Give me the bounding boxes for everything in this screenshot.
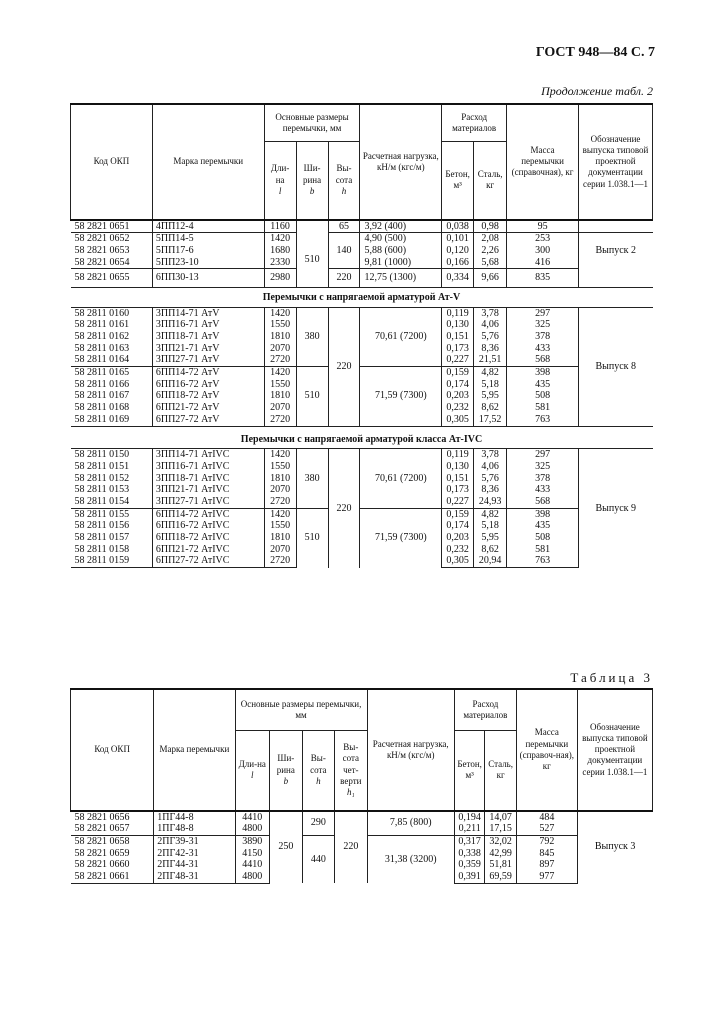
table-cell: 2330 bbox=[264, 257, 296, 269]
table-cell: 484 bbox=[516, 811, 577, 824]
table-cell: 58 2811 0165 bbox=[71, 367, 153, 379]
table-cell: 0,359 bbox=[454, 859, 484, 871]
table-cell: 5,88 (600) bbox=[360, 245, 442, 257]
table-cell: 5,18 bbox=[474, 379, 507, 391]
table-row bbox=[71, 269, 653, 288]
table-cell: 0,391 bbox=[454, 871, 484, 883]
shared-height: 220 bbox=[328, 449, 360, 568]
header-concrete: Бетон, м³ bbox=[454, 731, 484, 811]
shared-width: 510 bbox=[296, 508, 328, 567]
table-cell: 977 bbox=[516, 871, 577, 883]
table-cell: 2ПГ44-31 bbox=[154, 859, 235, 871]
shared-load: 70,61 (7200) bbox=[360, 449, 442, 508]
table-cell: 845 bbox=[516, 848, 577, 860]
table-cell: 3ПП27-71 АтV bbox=[152, 354, 264, 366]
table-cell: 4410 bbox=[235, 859, 270, 871]
table-cell: 58 2811 0158 bbox=[74, 543, 130, 555]
table-cell: 0,159 bbox=[442, 508, 474, 520]
table-cell: 3ПП16-71 АтIVC bbox=[152, 461, 264, 473]
table-cell: 58 2821 0654 bbox=[74, 256, 130, 268]
header-length: Дли-на l bbox=[235, 731, 270, 811]
table-cell: 1420 bbox=[264, 367, 296, 379]
table-cell: 1ПГ48-8 bbox=[154, 823, 235, 835]
table-cell: 435 bbox=[507, 520, 579, 532]
table-3 bbox=[70, 688, 653, 884]
table-cell: 4,06 bbox=[474, 461, 507, 473]
table-cell: 0,203 bbox=[442, 390, 474, 402]
table-2-header bbox=[71, 104, 653, 220]
table-cell: 220 bbox=[328, 269, 360, 288]
table-cell: 0,130 bbox=[442, 319, 474, 331]
header-code: Код ОКП bbox=[71, 104, 153, 220]
table-cell: 378 bbox=[507, 473, 579, 485]
table-cell: 1550 bbox=[264, 461, 296, 473]
table-cell: 32,02 bbox=[485, 835, 516, 847]
header-mass: Масса перемычки (справочная), кг bbox=[507, 104, 579, 220]
table-cell: 3ПП21-71 АтIVC bbox=[152, 484, 264, 496]
table-cell: 0,334 bbox=[442, 269, 474, 288]
table-cell: 5,76 bbox=[474, 473, 507, 485]
table-cell: 6ПП18-72 АтIVC bbox=[152, 532, 264, 544]
table-cell: 58 2811 0155 bbox=[71, 508, 153, 520]
table-cell: 58 2821 0661 bbox=[71, 871, 154, 883]
table-cell: 1810 bbox=[264, 532, 296, 544]
table-cell: 58 2811 0151 bbox=[74, 460, 130, 472]
table-cell: 2980 bbox=[264, 269, 296, 288]
table-cell: 0,166 bbox=[442, 257, 474, 269]
table-cell: 3,92 (400) bbox=[360, 220, 442, 233]
table-cell: 1420 bbox=[264, 233, 296, 245]
header-concrete: Бетон, м³ bbox=[442, 142, 474, 220]
table-cell: 58 2821 0660 bbox=[74, 859, 130, 871]
section-heading: Перемычки с напрягаемой арматурой класса Ат-IVC bbox=[71, 426, 653, 449]
shared-load: 70,61 (7200) bbox=[360, 307, 442, 366]
table-cell: 1420 bbox=[264, 508, 296, 520]
table-cell: 0,305 bbox=[442, 555, 474, 567]
table-cell: 3ПП18-71 АтV bbox=[152, 331, 264, 343]
table-cell: 6ПП21-72 АтIVC bbox=[152, 544, 264, 556]
table-row bbox=[71, 257, 653, 269]
table-cell: 69,59 bbox=[485, 871, 516, 883]
table-cell: 6ПП21-72 АтV bbox=[152, 402, 264, 414]
table-cell: 6ПП16-72 АтV bbox=[152, 379, 264, 391]
table-cell: 300 bbox=[507, 245, 579, 257]
table-cell: 325 bbox=[507, 319, 579, 331]
table-cell: 1550 bbox=[264, 379, 296, 391]
table-cell: 9,81 (1000) bbox=[360, 257, 442, 269]
table-cell: 58 2811 0153 bbox=[74, 484, 130, 496]
table-cell: 65 bbox=[328, 220, 360, 233]
table-row bbox=[71, 220, 653, 233]
table-cell: 3890 bbox=[235, 835, 270, 847]
table-cell: 58 2821 0653 bbox=[74, 244, 130, 256]
header-height: Вы-сота h bbox=[328, 142, 360, 220]
table-cell: 5,76 bbox=[474, 331, 507, 343]
table-cell: 58 2811 0163 bbox=[74, 342, 130, 354]
table-row bbox=[71, 508, 653, 520]
table-cell: 4ПП12-4 bbox=[152, 220, 264, 233]
table-cell: 2070 bbox=[264, 343, 296, 355]
header-dimensions: Основные размеры перемычки, мм bbox=[235, 689, 367, 731]
table-cell bbox=[579, 220, 653, 233]
table-cell: 0,211 bbox=[454, 823, 484, 835]
table-cell: 2ПГ39-31 bbox=[154, 835, 235, 847]
table-cell: 792 bbox=[516, 835, 577, 847]
table-cell: 58 2811 0160 bbox=[71, 307, 153, 319]
issue-label: Выпуск 8 bbox=[579, 307, 653, 426]
shared-height: 290 bbox=[302, 811, 335, 836]
table-3-header bbox=[71, 689, 653, 811]
table-cell: 527 bbox=[516, 823, 577, 835]
table-cell: 4800 bbox=[235, 871, 270, 883]
header-quarter-height: Вы-сота чет-верти h₁ bbox=[335, 731, 368, 811]
header-dimensions: Основные размеры перемычки, мм bbox=[264, 104, 360, 142]
header-materials: Расход материалов bbox=[454, 689, 516, 731]
shared-height: 220 bbox=[328, 307, 360, 426]
table-cell: 2ПГ42-31 bbox=[154, 848, 235, 860]
table-cell: 416 bbox=[507, 257, 579, 269]
table-cell: 0,101 bbox=[442, 233, 474, 245]
table-cell: 2070 bbox=[264, 402, 296, 414]
table-cell: 5,68 bbox=[474, 257, 507, 269]
table-cell: 2070 bbox=[264, 484, 296, 496]
table-cell: 2070 bbox=[264, 544, 296, 556]
shared-load: 31,38 (3200) bbox=[367, 835, 454, 883]
table-cell: 2720 bbox=[264, 496, 296, 508]
shared-width: 250 bbox=[270, 811, 303, 884]
header-load: Расчетная нагрузка, кН/м (кгс/м) bbox=[367, 689, 454, 811]
table-cell: 835 bbox=[507, 269, 579, 288]
table-cell: 297 bbox=[507, 307, 579, 319]
header-width: Ши-рина b bbox=[270, 731, 303, 811]
shared-width: 380 bbox=[296, 449, 328, 508]
table-cell: 3ПП18-71 АтIVC bbox=[152, 473, 264, 485]
table-cell: 4410 bbox=[235, 811, 270, 824]
table-cell: 21,51 bbox=[474, 354, 507, 366]
table-cell: 0,227 bbox=[442, 496, 474, 508]
header-materials: Расход материалов bbox=[442, 104, 507, 142]
section-heading-row bbox=[71, 426, 653, 449]
table-cell: 378 bbox=[507, 331, 579, 343]
table-cell: 58 2811 0161 bbox=[74, 319, 130, 331]
table-cell: 58 2821 0657 bbox=[74, 823, 130, 835]
table-cell: 58 2811 0162 bbox=[74, 331, 130, 342]
table-cell: 0,338 bbox=[454, 848, 484, 860]
section-heading-row bbox=[71, 287, 653, 307]
shared-height: 140 bbox=[328, 233, 360, 269]
issue-label: Выпуск 9 bbox=[579, 449, 653, 568]
table-cell: 435 bbox=[507, 379, 579, 391]
table-cell: 0,120 bbox=[442, 245, 474, 257]
table-cell: 58 2811 0164 bbox=[74, 354, 130, 366]
table-cell: 58 2811 0154 bbox=[74, 495, 130, 507]
table-cell: 0,317 bbox=[454, 835, 484, 847]
header-issue: Обозначение выпуска типовой проектной документации серии 1.038.1—1 bbox=[577, 689, 652, 811]
table-cell: 433 bbox=[507, 484, 579, 496]
table-cell: 581 bbox=[507, 402, 579, 414]
shared-load: 71,59 (7300) bbox=[360, 367, 442, 426]
table-cell: 3ПП21-71 АтV bbox=[152, 343, 264, 355]
table-cell: 58 2821 0655 bbox=[71, 269, 153, 288]
table-cell: 0,232 bbox=[442, 402, 474, 414]
table-cell: 4,82 bbox=[474, 508, 507, 520]
table-cell: 325 bbox=[507, 461, 579, 473]
table-cell: 8,62 bbox=[474, 544, 507, 556]
issue-label: Выпуск 3 bbox=[577, 811, 652, 884]
table-cell: 2,26 bbox=[474, 245, 507, 257]
table-cell: 4,06 bbox=[474, 319, 507, 331]
table-cell: 58 2811 0169 bbox=[74, 413, 130, 425]
header-steel: Сталь, кг bbox=[485, 731, 516, 811]
table-cell: 0,173 bbox=[442, 343, 474, 355]
table-cell bbox=[579, 269, 653, 288]
table-cell: 0,119 bbox=[442, 307, 474, 319]
table-cell: 2ПГ48-31 bbox=[154, 871, 235, 883]
table-3-title: Таблица 3 bbox=[570, 670, 653, 685]
table-cell: 17,15 bbox=[485, 823, 516, 835]
shared-quarter-height: 220 bbox=[335, 811, 368, 884]
table-cell: 0,203 bbox=[442, 532, 474, 544]
table-cell: 0,130 bbox=[442, 461, 474, 473]
table-cell: 58 2821 0659 bbox=[74, 847, 130, 859]
table-cell: 58 2811 0150 bbox=[71, 449, 153, 461]
table-cell: 58 2811 0156 bbox=[74, 520, 130, 532]
table-cell: 2720 bbox=[264, 354, 296, 366]
table-cell: 0,174 bbox=[442, 379, 474, 391]
header-height: Вы-сота h bbox=[302, 731, 335, 811]
table-cell: 0,151 bbox=[442, 473, 474, 485]
table-cell: 58 2811 0167 bbox=[74, 390, 130, 402]
table-cell: 763 bbox=[507, 555, 579, 567]
table-cell: 508 bbox=[507, 532, 579, 544]
table-row bbox=[71, 307, 653, 319]
table-cell: 398 bbox=[507, 367, 579, 379]
table-cell: 763 bbox=[507, 414, 579, 426]
table-cell: 95 bbox=[507, 220, 579, 233]
shared-width: 510 bbox=[296, 367, 328, 426]
table-cell: 20,94 bbox=[474, 555, 507, 567]
table-cell: 3ПП16-71 АтV bbox=[152, 319, 264, 331]
table-cell: 58 2811 0157 bbox=[74, 532, 130, 543]
table-cell: 568 bbox=[507, 496, 579, 508]
table-cell: 58 2821 0656 bbox=[71, 811, 154, 824]
table-cell: 1550 bbox=[264, 520, 296, 532]
header-code: Код ОКП bbox=[71, 689, 154, 811]
table-cell: 253 bbox=[507, 233, 579, 245]
header-steel: Сталь, кг bbox=[474, 142, 507, 220]
table-cell: 5ПП17-6 bbox=[152, 245, 264, 257]
header-mass: Масса перемычки (справоч-ная), кг bbox=[516, 689, 577, 811]
table-cell: 897 bbox=[516, 859, 577, 871]
table-cell: 5,18 bbox=[474, 520, 507, 532]
table-cell: 4,90 (500) bbox=[360, 233, 442, 245]
table-cell: 1420 bbox=[264, 449, 296, 461]
table-cell: 4150 bbox=[235, 848, 270, 860]
table-cell: 58 2821 0658 bbox=[71, 835, 154, 847]
page-header: ГОСТ 948—84 С. 7 bbox=[535, 45, 655, 60]
table-cell: 297 bbox=[507, 449, 579, 461]
table-cell: 6ПП30-13 bbox=[152, 269, 264, 288]
table-3-body bbox=[71, 811, 653, 884]
table-cell: 0,038 bbox=[442, 220, 474, 233]
shared-width: 510 bbox=[296, 233, 328, 288]
header-mark: Марка перемычки bbox=[152, 104, 264, 220]
table-cell: 4,82 bbox=[474, 367, 507, 379]
shared-load: 7,85 (800) bbox=[367, 811, 454, 836]
table-cell: 2720 bbox=[264, 414, 296, 426]
table-2-body bbox=[71, 220, 653, 568]
table-cell: 3,78 bbox=[474, 307, 507, 319]
table-row bbox=[71, 811, 653, 824]
table-cell: 0,305 bbox=[442, 414, 474, 426]
table-cell: 0,151 bbox=[442, 331, 474, 343]
table-cell: 508 bbox=[507, 390, 579, 402]
table-cell: 0,227 bbox=[442, 354, 474, 366]
table-cell: 6ПП14-72 АтIVC bbox=[152, 508, 264, 520]
table-cell: 2720 bbox=[264, 555, 296, 567]
section-heading: Перемычки с напрягаемой арматурой Ат-V bbox=[71, 287, 653, 307]
table-cell: 581 bbox=[507, 544, 579, 556]
table-row bbox=[71, 449, 653, 461]
table-2 bbox=[70, 103, 653, 568]
table-cell: 8,62 bbox=[474, 402, 507, 414]
table-cell: 568 bbox=[507, 354, 579, 366]
table-cell: 58 2811 0159 bbox=[71, 555, 153, 567]
table-cell: 0,232 bbox=[442, 544, 474, 556]
table-cell: 0,119 bbox=[442, 449, 474, 461]
table-cell: 1810 bbox=[264, 331, 296, 343]
table-cell: 58 2821 0652 bbox=[71, 233, 153, 245]
table-cell: 1810 bbox=[264, 473, 296, 485]
table-cell: 433 bbox=[507, 343, 579, 355]
issue-label: Выпуск 2 bbox=[579, 233, 653, 269]
table-cell: 17,52 bbox=[474, 414, 507, 426]
table-cell: 2,08 bbox=[474, 233, 507, 245]
table-cell: 14,07 bbox=[485, 811, 516, 824]
table-cell: 8,36 bbox=[474, 343, 507, 355]
table-row bbox=[71, 245, 653, 257]
shared-height: 440 bbox=[302, 835, 335, 883]
table-cell: 3ПП27-71 АтIVC bbox=[152, 496, 264, 508]
table-row bbox=[71, 233, 653, 245]
table-cell: 6ПП14-72 АтV bbox=[152, 367, 264, 379]
table-cell: 1550 bbox=[264, 319, 296, 331]
table-cell: 58 2821 0651 bbox=[71, 220, 153, 233]
table-cell: 1810 bbox=[264, 390, 296, 402]
table-cell: 42,99 bbox=[485, 848, 516, 860]
table-continuation-caption: Продолжение табл. 2 bbox=[541, 84, 653, 98]
table-row bbox=[71, 367, 653, 379]
table-cell: 398 bbox=[507, 508, 579, 520]
table-cell: 1420 bbox=[264, 307, 296, 319]
table-cell: 6ПП16-72 АтIVC bbox=[152, 520, 264, 532]
header-load: Расчетная нагрузка, кН/м (кгс/м) bbox=[360, 104, 442, 220]
header-mark: Марка перемычки bbox=[154, 689, 235, 811]
table-cell: 58 2811 0166 bbox=[74, 378, 130, 390]
header-issue: Обозначение выпуска типовой проектной документации серии 1.038.1—1 bbox=[579, 104, 653, 220]
table-cell: 9,66 bbox=[474, 269, 507, 288]
table-cell: 51,81 bbox=[485, 859, 516, 871]
table-cell: 0,174 bbox=[442, 520, 474, 532]
shared-load: 71,59 (7300) bbox=[360, 508, 442, 567]
table-cell: 1ПГ44-8 bbox=[154, 811, 235, 824]
table-cell: 5,95 bbox=[474, 532, 507, 544]
table-cell: 1680 bbox=[264, 245, 296, 257]
table-cell: 3,78 bbox=[474, 449, 507, 461]
table-cell: 0,194 bbox=[454, 811, 484, 824]
table-cell: 6ПП27-72 АтV bbox=[152, 414, 264, 426]
table-cell: 58 2811 0152 bbox=[74, 472, 130, 484]
shared-width: 380 bbox=[296, 307, 328, 366]
table-cell: 3ПП14-71 АтV bbox=[152, 307, 264, 319]
header-length: Дли-на l bbox=[264, 142, 296, 220]
table-cell: 0,173 bbox=[442, 484, 474, 496]
header-width: Ши-рина b bbox=[296, 142, 328, 220]
table-cell: 8,36 bbox=[474, 484, 507, 496]
table-cell: 0,98 bbox=[474, 220, 507, 233]
table-cell: 5ПП23-10 bbox=[152, 257, 264, 269]
table-cell: 5,95 bbox=[474, 390, 507, 402]
table-cell: 4800 bbox=[235, 823, 270, 835]
table-cell: 12,75 (1300) bbox=[360, 269, 442, 288]
table-cell: 24,93 bbox=[474, 496, 507, 508]
table-cell: 0,159 bbox=[442, 367, 474, 379]
table-cell: 58 2811 0168 bbox=[74, 402, 130, 414]
table-cell: 3ПП14-71 АтIVC bbox=[152, 449, 264, 461]
table-cell: 5ПП14-5 bbox=[152, 233, 264, 245]
table-cell bbox=[296, 220, 328, 233]
table-cell: 6ПП27-72 АтIVC bbox=[152, 555, 264, 567]
table-cell: 1160 bbox=[264, 220, 296, 233]
table-cell: 6ПП18-72 АтV bbox=[152, 390, 264, 402]
